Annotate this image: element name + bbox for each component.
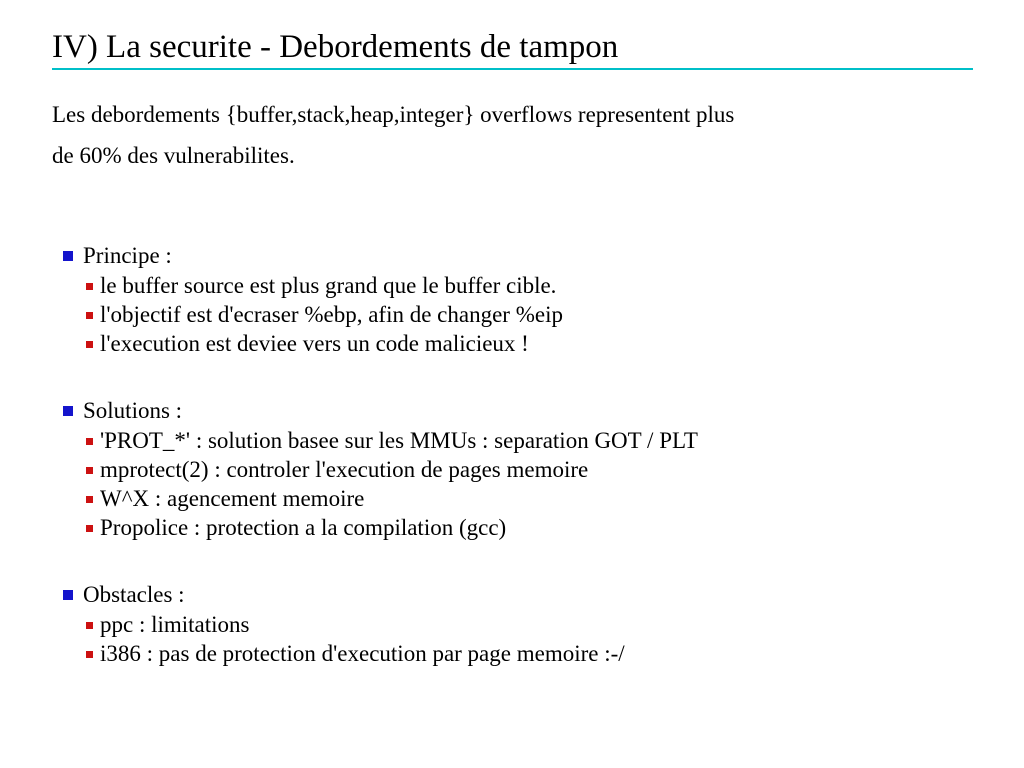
list-item-text: ppc : limitations	[100, 612, 250, 637]
intro-line: de 60% des vulnerabilites.	[52, 143, 295, 168]
list-item-text: l'execution est deviee vers un code malicieux !	[100, 331, 529, 356]
sub-bullet-square-icon	[86, 438, 93, 445]
bullet-list	[0, 241, 1024, 668]
list-item-text: l'objectif est d'ecraser %ebp, afin de changer %eip	[100, 302, 563, 327]
bullet-square-icon	[63, 251, 73, 261]
list-item	[0, 455, 1024, 484]
slide-title: IV) La securite - Debordements de tampon	[52, 29, 619, 65]
title-underline	[52, 68, 973, 70]
section-obstacles	[0, 580, 1024, 668]
list-item	[0, 426, 1024, 455]
bullet-square-icon	[63, 590, 73, 600]
list-item	[0, 329, 1024, 358]
section-heading: Obstacles :	[83, 582, 185, 607]
list-item	[0, 484, 1024, 513]
section-heading-row	[0, 396, 1024, 426]
sub-bullet-square-icon	[86, 496, 93, 503]
intro-paragraph	[52, 94, 734, 176]
section-heading: Principe :	[83, 243, 172, 268]
list-item	[0, 639, 1024, 668]
list-item-text: le buffer source est plus grand que le buffer cible.	[100, 273, 557, 298]
list-item	[0, 271, 1024, 300]
section-heading: Solutions :	[83, 398, 183, 423]
list-item-text: Propolice : protection a la compilation (gcc)	[100, 515, 507, 540]
list-item-text: 'PROT_*' : solution basee sur les MMUs : separation GOT / PLT	[100, 428, 698, 453]
intro-line: Les debordements {buffer,stack,heap,integer} overflows representent plus	[52, 102, 735, 127]
list-item	[0, 610, 1024, 639]
list-item-text: mprotect(2) : controler l'execution de pages memoire	[100, 457, 589, 482]
sub-bullet-square-icon	[86, 341, 93, 348]
sub-bullet-square-icon	[86, 312, 93, 319]
sub-bullet-square-icon	[86, 467, 93, 474]
list-item	[0, 513, 1024, 542]
sub-bullet-square-icon	[86, 283, 93, 290]
section-solutions	[0, 396, 1024, 542]
list-item-text: W^X : agencement memoire	[100, 486, 365, 511]
section-heading-row	[0, 241, 1024, 271]
section-principe	[0, 241, 1024, 358]
sub-bullet-square-icon	[86, 651, 93, 658]
sub-bullet-square-icon	[86, 622, 93, 629]
bullet-square-icon	[63, 406, 73, 416]
section-heading-row	[0, 580, 1024, 610]
list-item	[0, 300, 1024, 329]
sub-bullet-square-icon	[86, 525, 93, 532]
list-item-text: i386 : pas de protection d'execution par page memoire :-/	[100, 641, 625, 666]
